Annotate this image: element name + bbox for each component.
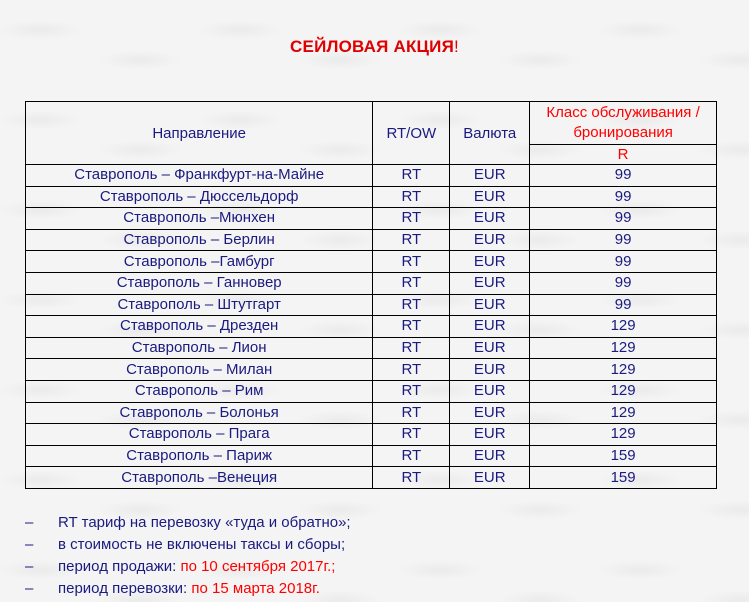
cell-price: 129: [530, 359, 717, 381]
bullet-dash: –: [25, 514, 34, 531]
table-row: [26, 165, 717, 187]
cell-trip-type: RT: [373, 186, 450, 208]
table-row: [26, 186, 717, 208]
cell-currency: EUR: [450, 316, 530, 338]
table-row: [26, 402, 717, 424]
header-trip-type: RT/OW: [373, 102, 450, 165]
cell-trip-type: RT: [373, 337, 450, 359]
cell-trip-type: RT: [373, 272, 450, 294]
cell-currency: EUR: [450, 294, 530, 316]
cell-trip-type: RT: [373, 380, 450, 402]
cell-currency: EUR: [450, 337, 530, 359]
table-row: [26, 294, 717, 316]
cell-currency: EUR: [450, 380, 530, 402]
cell-direction: Ставрополь – Франкфурт-на-Майне: [26, 165, 373, 187]
note-text: в стоимость не включены таксы и сборы;: [58, 536, 346, 553]
cell-direction: Ставрополь – Лион: [26, 337, 373, 359]
notes-list: [25, 512, 351, 600]
cell-direction: Ставрополь – Милан: [26, 359, 373, 381]
cell-trip-type: RT: [373, 229, 450, 251]
cell-direction: Ставрополь – Париж: [26, 445, 373, 467]
table-row: [26, 251, 717, 273]
cell-price: 159: [530, 445, 717, 467]
header-currency: Валюта: [450, 102, 530, 165]
cell-trip-type: RT: [373, 251, 450, 273]
header-service-class: Класс обслуживания / бронирования: [530, 102, 717, 145]
cell-direction: Ставрополь – Дюссельдорф: [26, 186, 373, 208]
bullet-dash: –: [25, 558, 34, 575]
cell-price: 129: [530, 316, 717, 338]
table-row: [26, 467, 717, 489]
cell-trip-type: RT: [373, 424, 450, 446]
cell-trip-type: RT: [373, 445, 450, 467]
cell-currency: EUR: [450, 272, 530, 294]
table-row: [26, 424, 717, 446]
cell-price: 99: [530, 165, 717, 187]
page-title: СЕЙЛОВАЯ АКЦИЯ!: [290, 37, 459, 56]
note-text: RT тариф на перевозку «туда и обратно»;: [58, 514, 351, 531]
cell-direction: Ставрополь –Гамбург: [26, 251, 373, 273]
cell-price: 99: [530, 208, 717, 230]
cell-trip-type: RT: [373, 402, 450, 424]
cell-price: 99: [530, 294, 717, 316]
note-highlight: по 10 сентября 2017г.;: [180, 558, 336, 575]
cell-direction: Ставрополь – Прага: [26, 424, 373, 446]
cell-currency: EUR: [450, 467, 530, 489]
cell-currency: EUR: [450, 208, 530, 230]
cell-direction: Ставрополь – Берлин: [26, 229, 373, 251]
cell-price: 159: [530, 467, 717, 489]
cell-currency: EUR: [450, 402, 530, 424]
bullet-dash: –: [25, 536, 34, 553]
note-highlight: по 15 марта 2018г.: [191, 580, 320, 597]
cell-price: 129: [530, 424, 717, 446]
cell-direction: Ставрополь –Мюнхен: [26, 208, 373, 230]
cell-currency: EUR: [450, 165, 530, 187]
cell-direction: Ставрополь – Рим: [26, 380, 373, 402]
cell-currency: EUR: [450, 229, 530, 251]
cell-currency: EUR: [450, 359, 530, 381]
cell-price: 129: [530, 337, 717, 359]
cell-trip-type: RT: [373, 316, 450, 338]
header-direction: Направление: [26, 102, 373, 165]
table-row: [26, 208, 717, 230]
table-row: [26, 272, 717, 294]
table-row: [26, 445, 717, 467]
tariff-table: [25, 101, 717, 489]
cell-price: 99: [530, 272, 717, 294]
list-item: [25, 556, 351, 578]
table-row: [26, 380, 717, 402]
cell-direction: Ставрополь – Штутгарт: [26, 294, 373, 316]
cell-direction: Ставрополь – Болонья: [26, 402, 373, 424]
cell-price: 99: [530, 186, 717, 208]
cell-trip-type: RT: [373, 208, 450, 230]
cell-price: 129: [530, 402, 717, 424]
cell-price: 99: [530, 251, 717, 273]
cell-currency: EUR: [450, 186, 530, 208]
table-row: [26, 337, 717, 359]
cell-trip-type: RT: [373, 294, 450, 316]
cell-direction: Ставрополь – Ганновер: [26, 272, 373, 294]
list-item: [25, 512, 351, 534]
table-row: [26, 229, 717, 251]
table-row: [26, 316, 717, 338]
cell-currency: EUR: [450, 424, 530, 446]
list-item: [25, 534, 351, 556]
header-class-code: R: [530, 144, 717, 164]
cell-direction: Ставрополь –Венеция: [26, 467, 373, 489]
note-text: период перевозки:: [58, 580, 192, 597]
cell-direction: Ставрополь – Дрезден: [26, 316, 373, 338]
cell-trip-type: RT: [373, 165, 450, 187]
cell-trip-type: RT: [373, 359, 450, 381]
bullet-dash: –: [25, 580, 34, 597]
note-text: период продажи:: [58, 558, 181, 575]
list-item: [25, 578, 351, 600]
table-row: [26, 359, 717, 381]
cell-trip-type: RT: [373, 467, 450, 489]
cell-price: 129: [530, 380, 717, 402]
cell-price: 99: [530, 229, 717, 251]
cell-currency: EUR: [450, 445, 530, 467]
cell-currency: EUR: [450, 251, 530, 273]
